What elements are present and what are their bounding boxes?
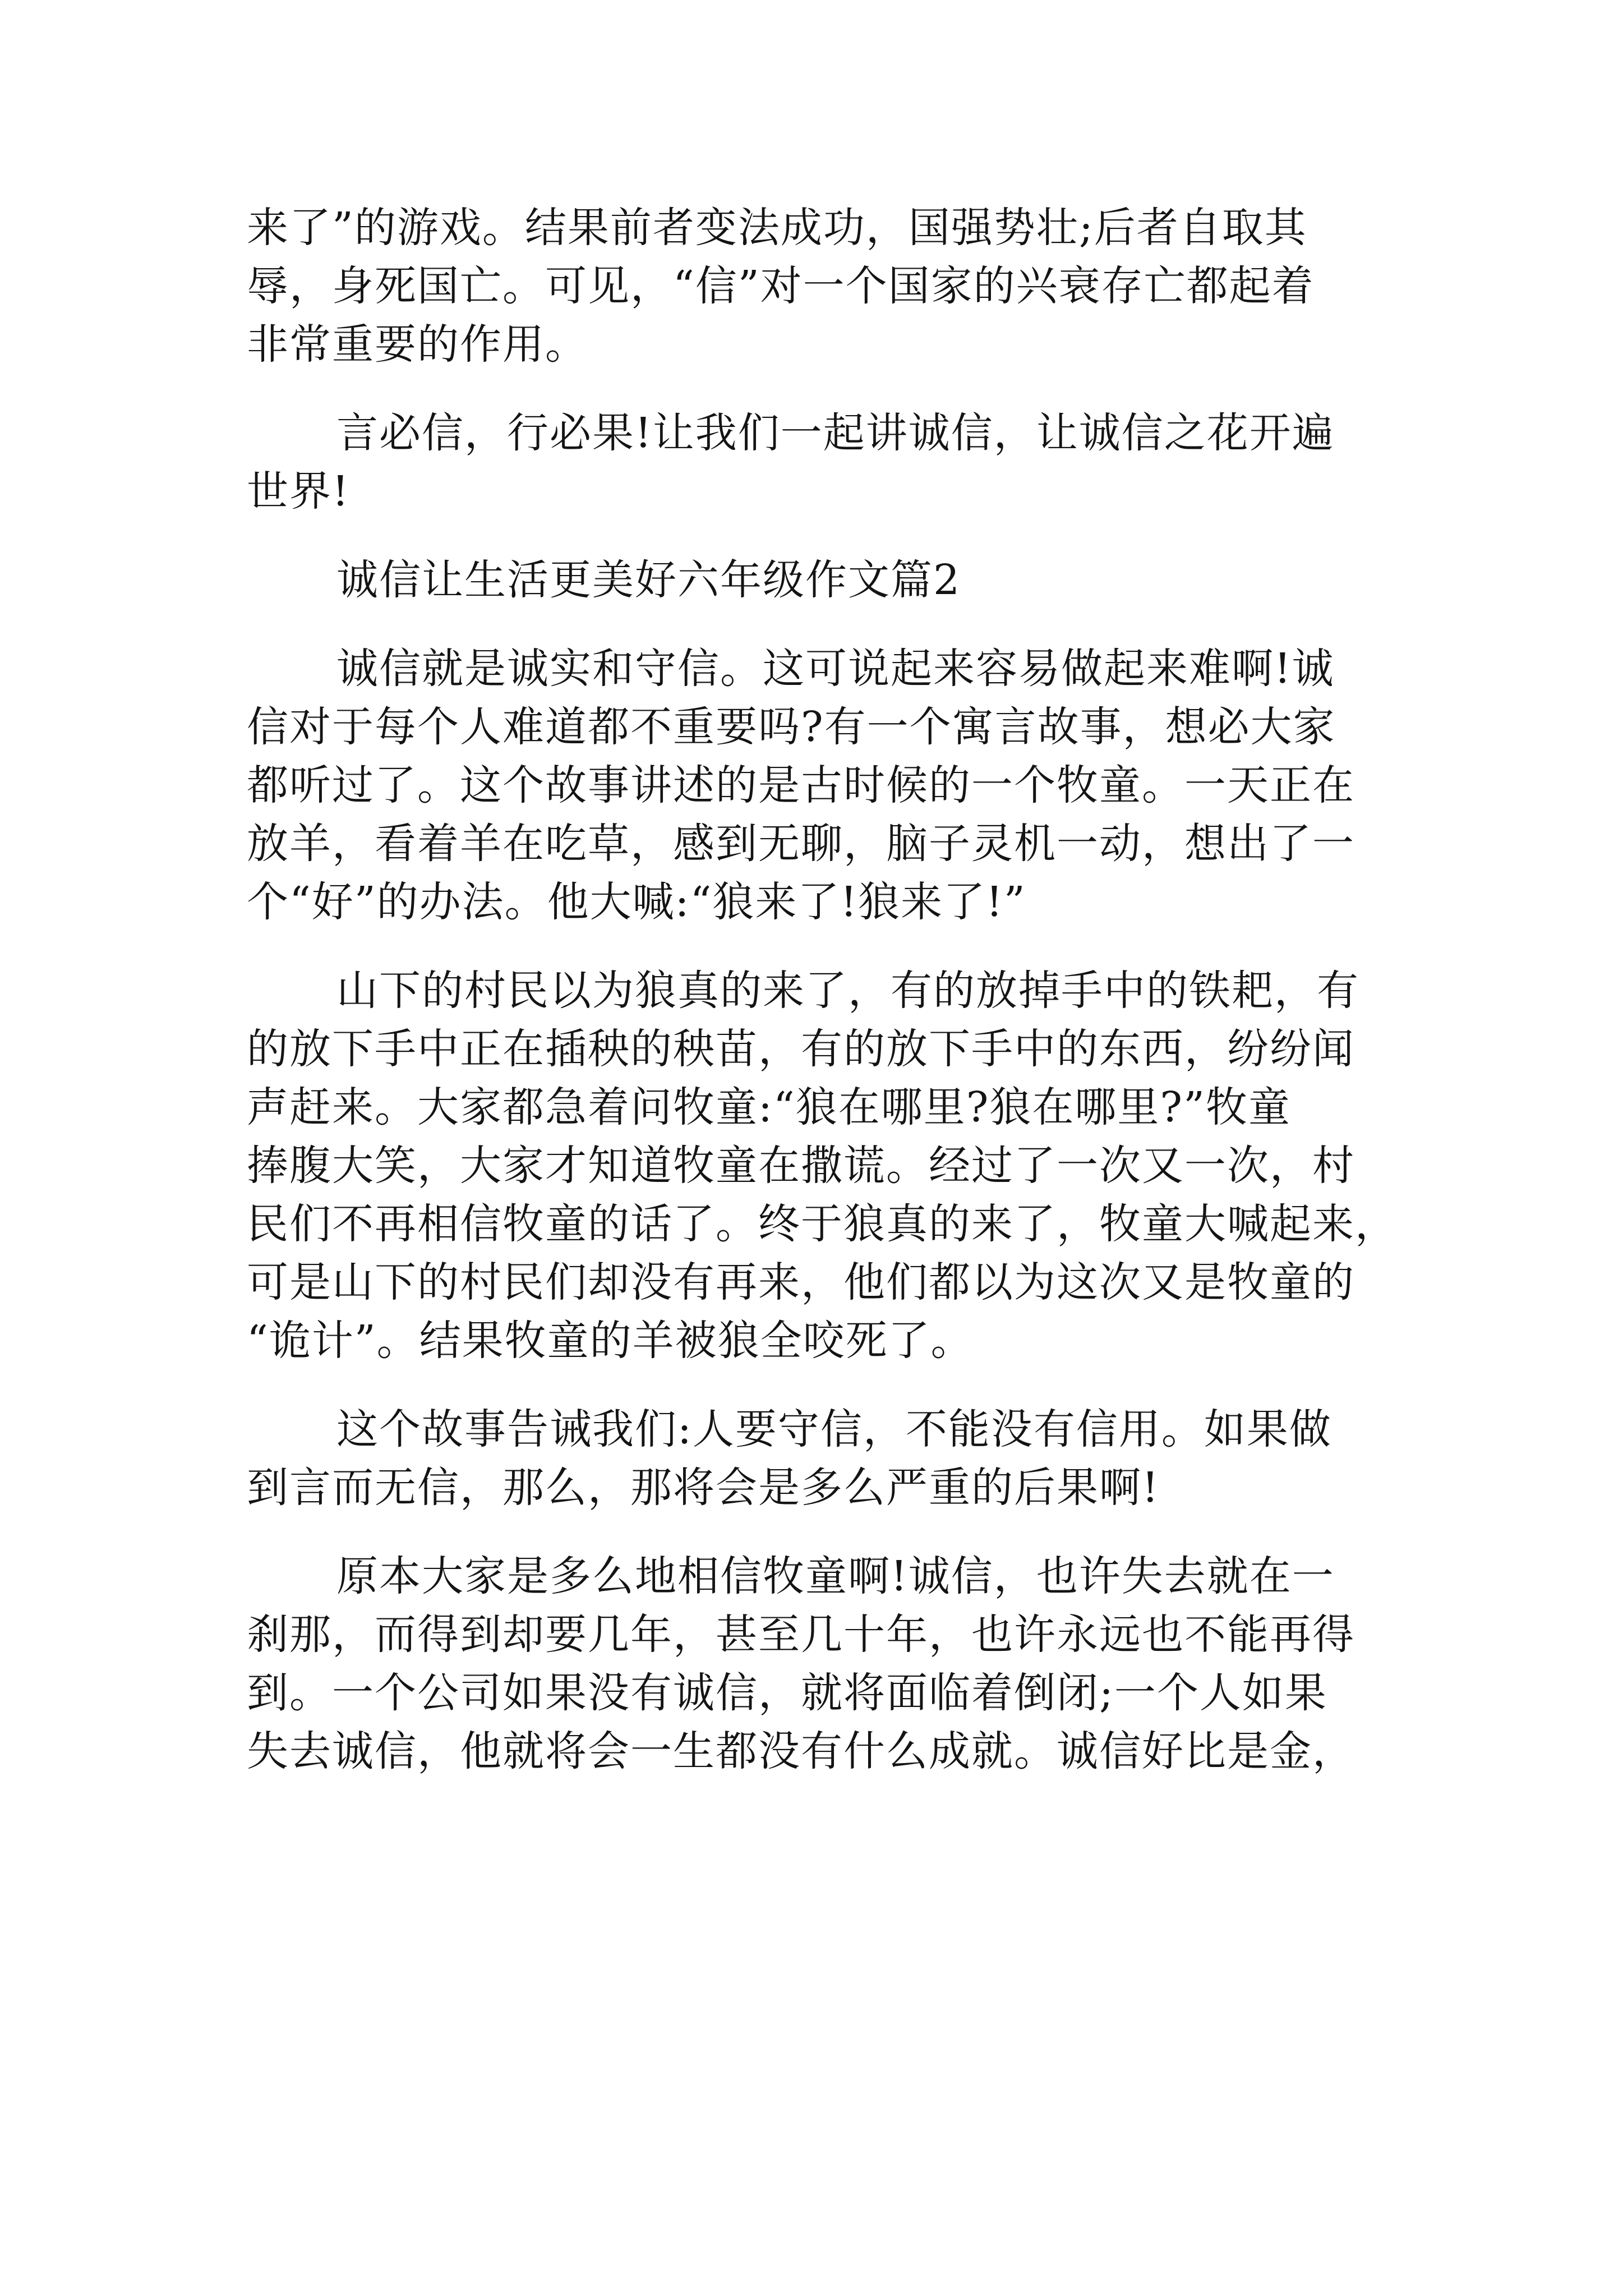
text-line: 捧腹大笑，大家才知道牧童在撒谎。经过了一次又一次，村 — [247, 1142, 1355, 1190]
text-line: 放羊，看着羊在吃草，感到无聊，脑子灵机一动，想出了一 — [247, 820, 1355, 868]
paragraph — [247, 961, 1398, 1370]
text-line: 到言而无信，那么，那将会是多么严重的后果啊! — [247, 1464, 1160, 1512]
text-line: 都听过了。这个故事讲述的是古时候的一个牧童。一天正在 — [247, 761, 1355, 809]
text-line: 失去诚信，他就将会一生都没有什么成就。诚信好比是金， — [247, 1727, 1355, 1775]
text-line: 言必信，行必果!让我们一起讲诚信，让诚信之花开遍 — [336, 409, 1335, 457]
text-line: 山下的村民以为狼真的来了，有的放掉手中的铁耙，有 — [336, 967, 1359, 1015]
text-line: 可是山下的村民们却没有再来，他们都以为这次又是牧童的 — [247, 1258, 1355, 1306]
paragraph — [247, 199, 1391, 374]
text-line: 民们不再相信牧童的话了。终于狼真的来了，牧童大喊起来， — [247, 1200, 1398, 1248]
paragraph — [247, 1547, 1391, 1780]
heading-line: 诚信让生活更美好六年级作文篇2 — [336, 556, 961, 604]
text-line: 原本大家是多么地相信牧童啊!诚信，也许失去就在一 — [336, 1552, 1335, 1600]
text-line: 这个故事告诫我们:人要守信，不能没有信用。如果做 — [336, 1405, 1332, 1453]
text-line: 非常重要的作用。 — [247, 320, 588, 369]
text-line: 声赶来。大家都急着问牧童:“狼在哪里?狼在哪里?”牧童 — [247, 1083, 1291, 1131]
document-body — [247, 199, 1398, 1780]
text-line: 辱，身死国亡。可见，“信”对一个国家的兴衰存亡都起着 — [247, 262, 1315, 310]
text-line: 来了”的游戏。结果前者变法成功，国强势壮;后者自取其 — [247, 204, 1307, 252]
text-line: 个“好”的办法。他大喊:“狼来了!狼来了!” — [247, 878, 1026, 926]
text-line: 刹那，而得到却要几年，甚至几十年，也许永远也不能再得 — [247, 1611, 1355, 1659]
paragraph — [247, 404, 1391, 521]
text-line: “诡计”。结果牧童的羊被狼全咬死了。 — [247, 1317, 974, 1365]
section-heading — [247, 551, 1391, 609]
text-line: 信对于每个人难道都不重要吗?有一个寓言故事，想必大家 — [247, 703, 1336, 751]
text-line: 世界! — [247, 467, 350, 516]
text-line: 的放下手中正在插秧的秧苗，有的放下手中的东西，纷纷闻 — [247, 1025, 1355, 1073]
paragraph — [247, 1400, 1391, 1517]
text-line: 诚信就是诚实和守信。这可说起来容易做起来难啊!诚 — [336, 645, 1335, 693]
text-line: 到。一个公司如果没有诚信，就将面临着倒闭;一个人如果 — [247, 1669, 1327, 1717]
paragraph — [247, 639, 1391, 931]
